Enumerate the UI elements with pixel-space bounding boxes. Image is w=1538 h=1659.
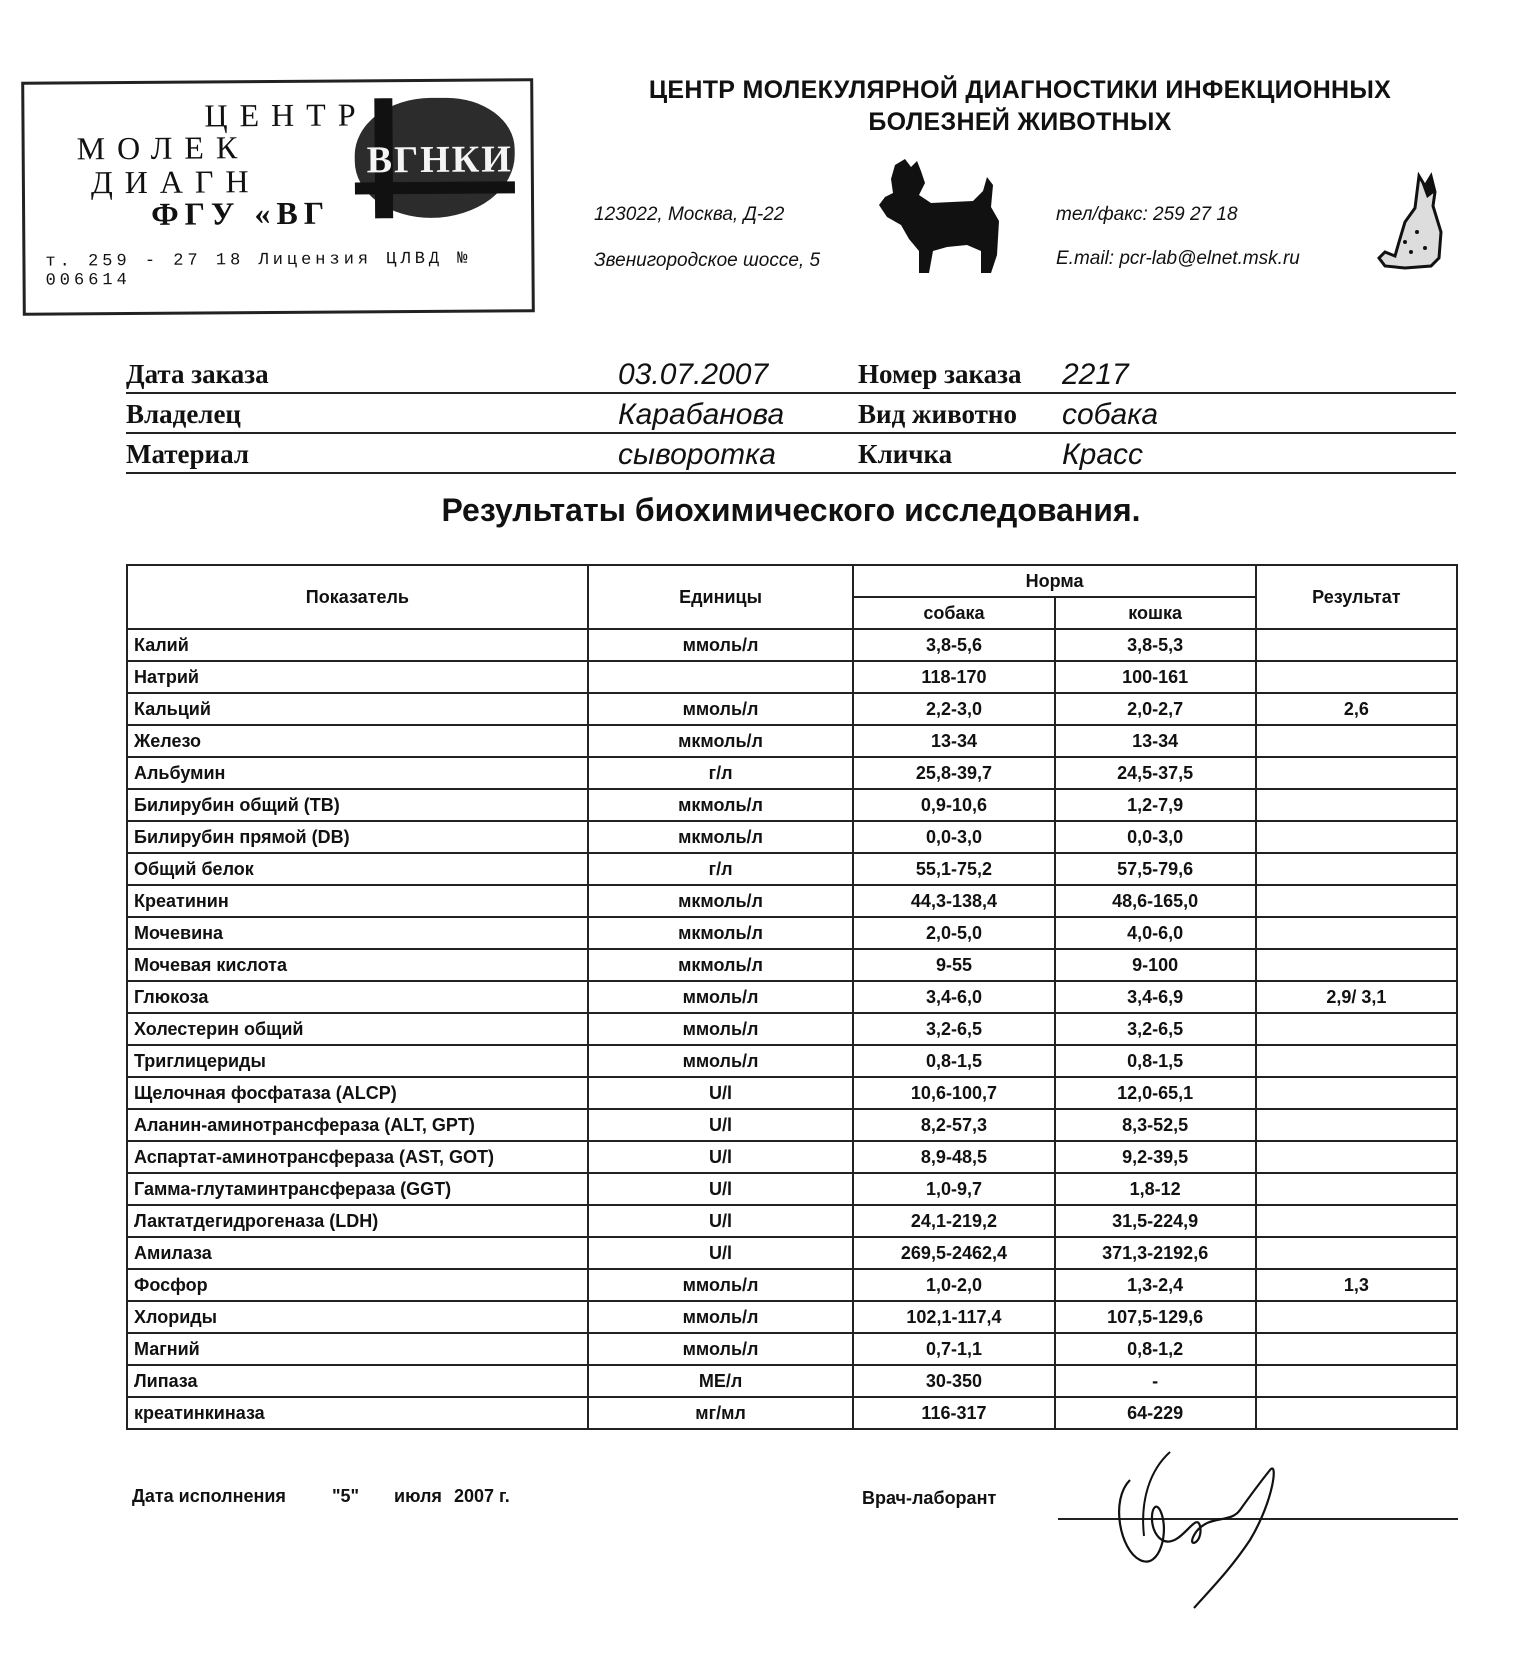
units-cell: мкмоль/л <box>588 949 854 981</box>
species-label: Вид животно <box>858 399 1017 429</box>
result-cell <box>1256 789 1457 821</box>
table-row <box>127 1045 1457 1077</box>
result-cell: 1,3 <box>1256 1269 1457 1301</box>
order-number-label: Номер заказа <box>858 359 1022 389</box>
norm-dog-cell: 2,2-3,0 <box>853 693 1054 725</box>
units-cell: ммоль/л <box>588 1045 854 1077</box>
units-cell: мкмоль/л <box>588 917 854 949</box>
norm-cat-cell: 12,0-65,1 <box>1055 1077 1256 1109</box>
owner-value: Карабанова <box>618 398 785 431</box>
completion-year: 2007 г. <box>454 1486 510 1506</box>
order-info-row-1 <box>126 352 1456 394</box>
order-date-label: Дата заказа <box>126 359 269 389</box>
indicator-cell: Липаза <box>127 1365 588 1397</box>
result-cell <box>1256 661 1457 693</box>
result-cell <box>1256 1237 1457 1269</box>
norm-dog-cell: 44,3-138,4 <box>853 885 1054 917</box>
result-cell <box>1256 1205 1457 1237</box>
stamp-emblem-text: ВГНКИ <box>366 138 513 182</box>
result-cell: 2,6 <box>1256 693 1457 725</box>
units-cell: U/l <box>588 1237 854 1269</box>
norm-cat-cell: 0,8-1,2 <box>1055 1333 1256 1365</box>
indicator-cell: Глюкоза <box>127 981 588 1013</box>
table-row <box>127 1333 1457 1365</box>
table-row <box>127 661 1457 693</box>
phone-fax: тел/факс: 259 27 18 <box>1056 204 1238 225</box>
units-cell: U/l <box>588 1141 854 1173</box>
norm-cat-cell: 4,0-6,0 <box>1055 917 1256 949</box>
units-cell: U/l <box>588 1109 854 1141</box>
indicator-cell: Фосфор <box>127 1269 588 1301</box>
indicator-cell: Магний <box>127 1333 588 1365</box>
address-line-1: 123022, Москва, Д-22 <box>594 204 785 225</box>
norm-dog-cell: 8,9-48,5 <box>853 1141 1054 1173</box>
result-cell <box>1256 1173 1457 1205</box>
indicator-cell: Билирубин прямой (DB) <box>127 821 588 853</box>
result-cell <box>1256 1045 1457 1077</box>
result-cell <box>1256 949 1457 981</box>
norm-dog-cell: 1,0-9,7 <box>853 1173 1054 1205</box>
norm-dog-cell: 13-34 <box>853 725 1054 757</box>
result-cell <box>1256 725 1457 757</box>
result-cell <box>1256 885 1457 917</box>
table-row <box>127 1077 1457 1109</box>
table-header-row <box>127 565 1457 597</box>
norm-cat-cell: 9,2-39,5 <box>1055 1141 1256 1173</box>
indicator-cell: Аланин-аминотрансфераза (ALT, GPT) <box>127 1109 588 1141</box>
indicator-cell: Щелочная фосфатаза (ALCP) <box>127 1077 588 1109</box>
table-row <box>127 917 1457 949</box>
units-cell: U/l <box>588 1077 854 1109</box>
material-label: Материал <box>126 439 249 469</box>
units-cell: ммоль/л <box>588 629 854 661</box>
result-cell <box>1256 917 1457 949</box>
table-row <box>127 1301 1457 1333</box>
results-table <box>126 564 1458 1430</box>
norm-dog-cell: 10,6-100,7 <box>853 1077 1054 1109</box>
units-cell: ммоль/л <box>588 1269 854 1301</box>
indicator-cell: Аспартат-аминотрансфераза (AST, GOT) <box>127 1141 588 1173</box>
norm-dog-cell: 9-55 <box>853 949 1054 981</box>
indicator-cell: Амилаза <box>127 1237 588 1269</box>
norm-dog-cell: 0,9-10,6 <box>853 789 1054 821</box>
norm-dog-cell: 3,2-6,5 <box>853 1013 1054 1045</box>
result-cell <box>1256 821 1457 853</box>
result-cell <box>1256 757 1457 789</box>
order-info-row-2 <box>126 392 1456 434</box>
doctor-label: Врач-лаборант <box>862 1488 997 1508</box>
order-info-row-3 <box>126 432 1456 474</box>
norm-dog-cell: 24,1-219,2 <box>853 1205 1054 1237</box>
header-norm: Норма <box>853 565 1255 597</box>
result-cell <box>1256 1397 1457 1429</box>
units-cell: мкмоль/л <box>588 789 854 821</box>
norm-dog-cell: 2,0-5,0 <box>853 917 1054 949</box>
species-value: собака <box>1062 398 1159 431</box>
norm-dog-cell: 55,1-75,2 <box>853 853 1054 885</box>
header-dog: собака <box>853 597 1054 629</box>
indicator-cell: Креатинин <box>127 885 588 917</box>
units-cell: мг/мл <box>588 1397 854 1429</box>
org-title-line-1: ЦЕНТР МОЛЕКУЛЯРНОЙ ДИАГНОСТИКИ ИНФЕКЦИОННЫХ <box>648 76 1392 104</box>
result-cell <box>1256 853 1457 885</box>
header-units: Единицы <box>588 565 854 629</box>
table-body <box>127 629 1457 1429</box>
norm-cat-cell: 1,3-2,4 <box>1055 1269 1256 1301</box>
norm-cat-cell: 3,2-6,5 <box>1055 1013 1256 1045</box>
indicator-cell: креатинкиназа <box>127 1397 588 1429</box>
norm-cat-cell: 64-229 <box>1055 1397 1256 1429</box>
result-cell <box>1256 1365 1457 1397</box>
stamp-cross-horizontal <box>355 181 515 194</box>
indicator-cell: Натрий <box>127 661 588 693</box>
table-row <box>127 725 1457 757</box>
org-title-line-2: БОЛЕЗНЕЙ ЖИВОТНЫХ <box>868 108 1172 136</box>
completion-label: Дата исполнения <box>132 1486 286 1506</box>
norm-cat-cell: 1,2-7,9 <box>1055 789 1256 821</box>
norm-cat-cell: 0,0-3,0 <box>1055 821 1256 853</box>
table-row <box>127 1109 1457 1141</box>
norm-cat-cell: 24,5-37,5 <box>1055 757 1256 789</box>
norm-cat-cell: 3,8-5,3 <box>1055 629 1256 661</box>
indicator-cell: Гамма-глутаминтрансфераза (GGT) <box>127 1173 588 1205</box>
norm-cat-cell: 31,5-224,9 <box>1055 1205 1256 1237</box>
units-cell: ммоль/л <box>588 1333 854 1365</box>
norm-dog-cell: 0,7-1,1 <box>853 1333 1054 1365</box>
indicator-cell: Калий <box>127 629 588 661</box>
norm-dog-cell: 1,0-2,0 <box>853 1269 1054 1301</box>
stamp-license: т. 259 - 27 18 Лицензия ЦЛВД № 006614 <box>45 249 472 291</box>
norm-cat-cell: 371,3-2192,6 <box>1055 1237 1256 1269</box>
table-row <box>127 1205 1457 1237</box>
order-date-value: 03.07.2007 <box>618 358 769 391</box>
norm-dog-cell: 269,5-2462,4 <box>853 1237 1054 1269</box>
table-row <box>127 789 1457 821</box>
clinic-stamp <box>21 78 535 316</box>
norm-dog-cell: 102,1-117,4 <box>853 1301 1054 1333</box>
stamp-line-4: ФГУ «ВГ <box>150 194 331 232</box>
pet-name-value: Красс <box>1062 438 1144 471</box>
doctor-signature <box>1100 1440 1320 1615</box>
completion-day: "5" <box>332 1486 360 1506</box>
pet-name-label: Кличка <box>858 439 953 469</box>
units-cell: U/l <box>588 1173 854 1205</box>
email-address: E.mail: pcr-lab@elnet.msk.ru <box>1056 248 1300 269</box>
header-cat: кошка <box>1055 597 1256 629</box>
result-cell <box>1256 1301 1457 1333</box>
units-cell: мкмоль/л <box>588 725 854 757</box>
units-cell: мкмоль/л <box>588 821 854 853</box>
owner-label: Владелец <box>126 399 241 429</box>
completion-month: июля <box>394 1486 442 1506</box>
table-row <box>127 853 1457 885</box>
norm-dog-cell: 0,8-1,5 <box>853 1045 1054 1077</box>
norm-cat-cell: 0,8-1,5 <box>1055 1045 1256 1077</box>
result-cell <box>1256 1013 1457 1045</box>
norm-cat-cell: 13-34 <box>1055 725 1256 757</box>
norm-dog-cell: 0,0-3,0 <box>853 821 1054 853</box>
table-row <box>127 1237 1457 1269</box>
result-cell <box>1256 629 1457 661</box>
table-row <box>127 1173 1457 1205</box>
table-row <box>127 981 1457 1013</box>
indicator-cell: Кальций <box>127 693 588 725</box>
table-row <box>127 757 1457 789</box>
indicator-cell: Железо <box>127 725 588 757</box>
table-row <box>127 693 1457 725</box>
table-row <box>127 1397 1457 1429</box>
units-cell: г/л <box>588 853 854 885</box>
units-cell: г/л <box>588 757 854 789</box>
norm-cat-cell: 2,0-2,7 <box>1055 693 1256 725</box>
units-cell: ммоль/л <box>588 1301 854 1333</box>
norm-dog-cell: 3,4-6,0 <box>853 981 1054 1013</box>
units-cell: U/l <box>588 1205 854 1237</box>
table-row <box>127 1141 1457 1173</box>
dog-silhouette-icon <box>875 155 1015 285</box>
table-row <box>127 629 1457 661</box>
units-cell <box>588 661 854 693</box>
result-cell <box>1256 1077 1457 1109</box>
result-cell <box>1256 1141 1457 1173</box>
norm-cat-cell: 8,3-52,5 <box>1055 1109 1256 1141</box>
norm-cat-cell: 57,5-79,6 <box>1055 853 1256 885</box>
order-number-value: 2217 <box>1062 358 1129 391</box>
table-row <box>127 1013 1457 1045</box>
norm-cat-cell: 107,5-129,6 <box>1055 1301 1256 1333</box>
stamp-line-1: ЦЕНТР <box>204 96 368 134</box>
table-row <box>127 885 1457 917</box>
indicator-cell: Холестерин общий <box>127 1013 588 1045</box>
table-row <box>127 1269 1457 1301</box>
norm-cat-cell: 48,6-165,0 <box>1055 885 1256 917</box>
table-row <box>127 821 1457 853</box>
cat-silhouette-icon <box>1375 172 1445 275</box>
indicator-cell: Общий белок <box>127 853 588 885</box>
norm-dog-cell: 118-170 <box>853 661 1054 693</box>
table-row <box>127 949 1457 981</box>
indicator-cell: Билирубин общий (TB) <box>127 789 588 821</box>
stamp-line-3: ДИАГН <box>90 163 261 201</box>
indicator-cell: Альбумин <box>127 757 588 789</box>
units-cell: ммоль/л <box>588 1013 854 1045</box>
indicator-cell: Мочевая кислота <box>127 949 588 981</box>
table-row <box>127 1365 1457 1397</box>
units-cell: МЕ/л <box>588 1365 854 1397</box>
norm-dog-cell: 30-350 <box>853 1365 1054 1397</box>
material-value: сыворотка <box>618 438 776 471</box>
address-line-2: Звенигородское шоссе, 5 <box>594 250 821 271</box>
norm-cat-cell: 9-100 <box>1055 949 1256 981</box>
indicator-cell: Мочевина <box>127 917 588 949</box>
norm-cat-cell: 3,4-6,9 <box>1055 981 1256 1013</box>
norm-cat-cell: 1,8-12 <box>1055 1173 1256 1205</box>
result-cell <box>1256 1109 1457 1141</box>
units-cell: ммоль/л <box>588 981 854 1013</box>
units-cell: мкмоль/л <box>588 885 854 917</box>
result-cell <box>1256 1333 1457 1365</box>
stamp-line-2: МОЛЕК <box>76 129 250 167</box>
units-cell: ммоль/л <box>588 693 854 725</box>
result-cell: 2,9/ 3,1 <box>1256 981 1457 1013</box>
report-title: Результаты биохимического исследования. <box>441 492 1141 528</box>
norm-dog-cell: 3,8-5,6 <box>853 629 1054 661</box>
norm-dog-cell: 25,8-39,7 <box>853 757 1054 789</box>
header-result: Результат <box>1256 565 1457 629</box>
indicator-cell: Лактатдегидрогеназа (LDH) <box>127 1205 588 1237</box>
norm-cat-cell: - <box>1055 1365 1256 1397</box>
norm-dog-cell: 116-317 <box>853 1397 1054 1429</box>
indicator-cell: Хлориды <box>127 1301 588 1333</box>
norm-cat-cell: 100-161 <box>1055 661 1256 693</box>
header-indicator: Показатель <box>127 565 588 629</box>
norm-dog-cell: 8,2-57,3 <box>853 1109 1054 1141</box>
organization-title <box>600 74 1440 138</box>
indicator-cell: Триглицериды <box>127 1045 588 1077</box>
